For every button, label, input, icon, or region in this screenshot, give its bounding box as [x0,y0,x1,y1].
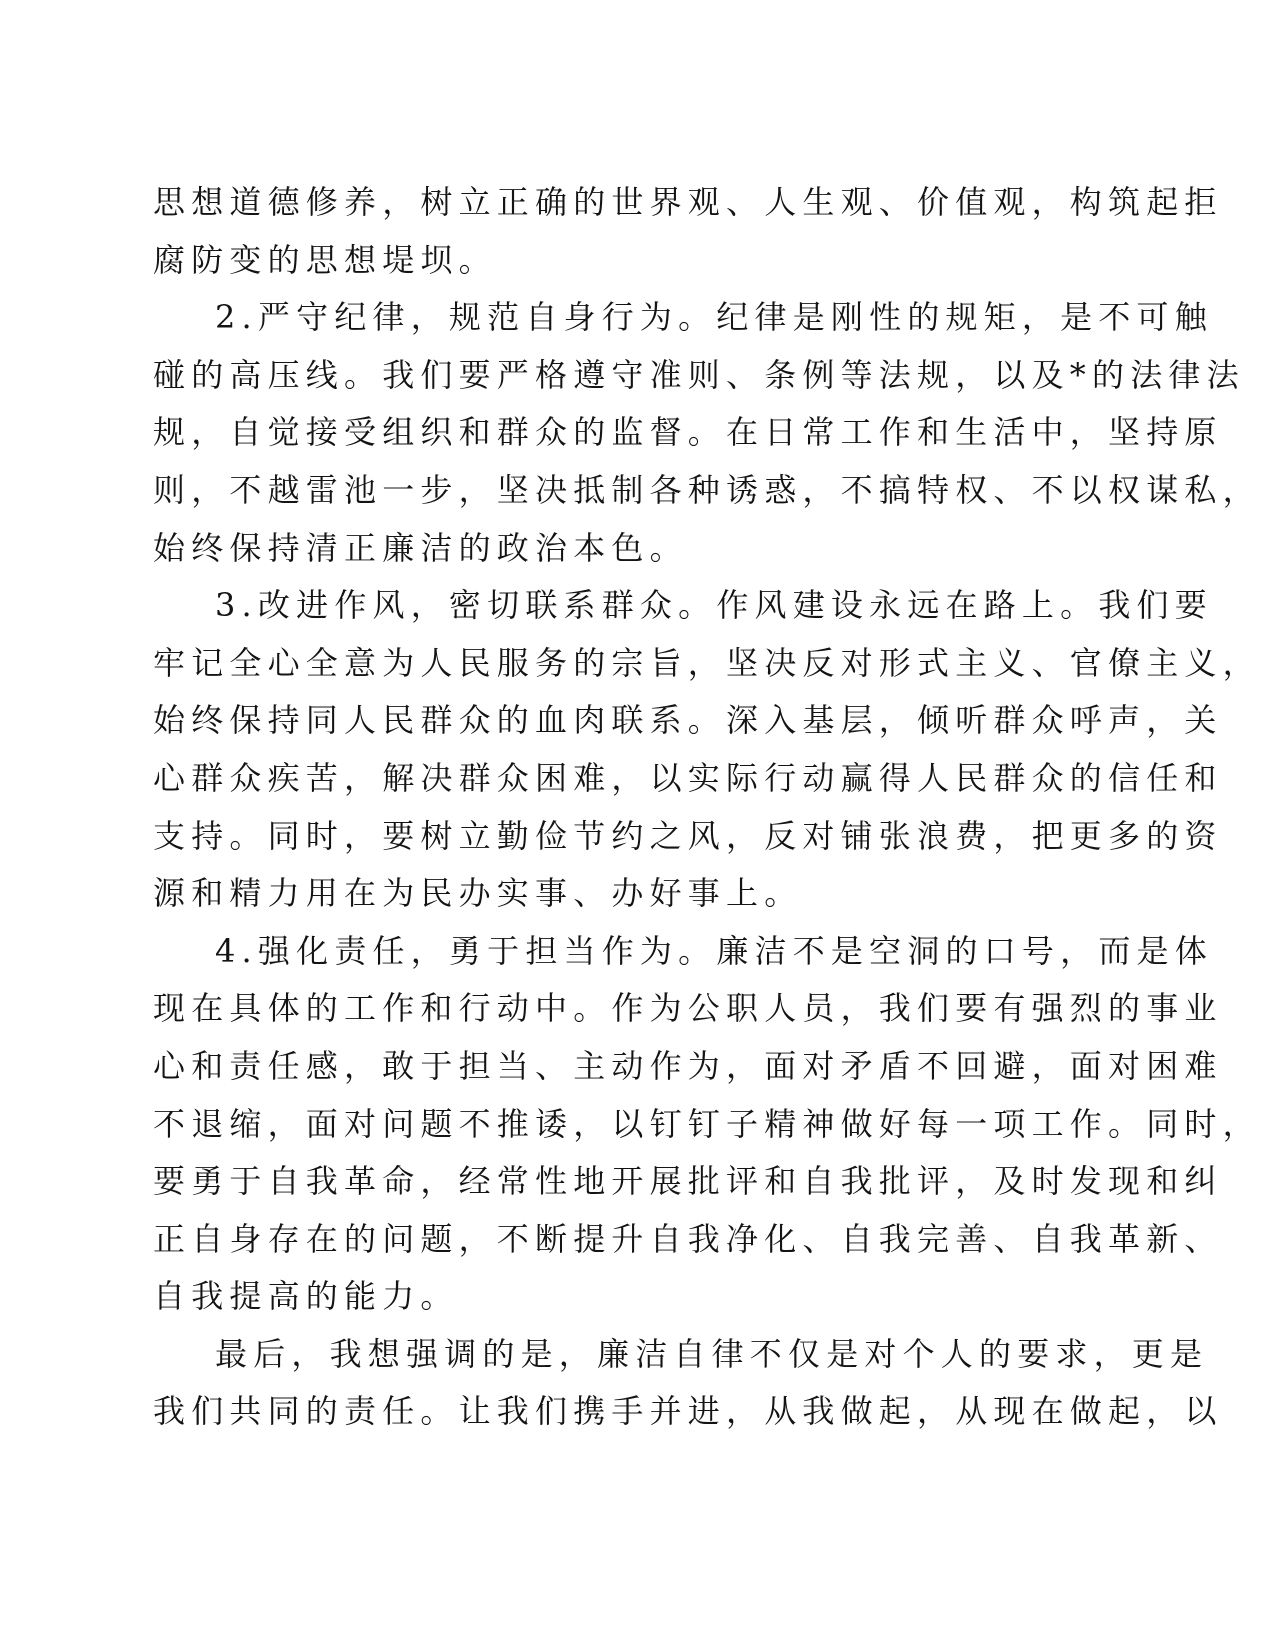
text-line: 碰的高压线。我们要严格遵守准则、条例等法规，以及*的法律法 [153,355,1245,394]
text-line: 规，自觉接受组织和群众的监督。在日常工作和生活中，坚持原 [153,413,1223,452]
paragraph-start-line: 2.严守纪律，规范自身行为。纪律是刚性的规矩，是不可触 [215,298,1213,337]
text-line: 心群众疾苦，解决群众困难，以实际行动赢得人民群众的信任和 [153,758,1223,797]
text-line: 自我提高的能力。 [153,1277,459,1316]
body-text [153,174,1261,1441]
text-line: 腐防变的思想堤坝。 [153,240,497,279]
text-line: 则，不越雷池一步，坚决抵制各种诱惑，不搞特权、不以权谋私， [153,470,1261,509]
text-line: 支持。同时，要树立勤俭节约之风，反对铺张浪费，把更多的资 [153,816,1223,855]
text-line: 始终保持清正廉洁的政治本色。 [153,528,688,567]
text-line: 我们共同的责任。让我们携手并进，从我做起，从现在做起，以 [153,1392,1223,1431]
text-line: 源和精力用在为民办实事、办好事上。 [153,874,803,913]
text-line: 不退缩，面对问题不推诿，以钉钉子精神做好每一项工作。同时， [153,1104,1261,1143]
paragraph-start-line: 4.强化责任，勇于担当作为。廉洁不是空洞的口号，而是体 [215,931,1213,970]
text-line: 现在具体的工作和行动中。作为公职人员，我们要有强烈的事业 [153,989,1223,1028]
text-line: 正自身存在的问题，不断提升自我净化、自我完善、自我革新、 [153,1219,1223,1258]
text-line: 牢记全心全意为人民服务的宗旨，坚决反对形式主义、官僚主义， [153,643,1261,682]
text-line: 思想道德修养，树立正确的世界观、人生观、价值观，构筑起拒 [153,183,1223,221]
paragraph-start-line: 最后，我想强调的是，廉洁自律不仅是对个人的要求，更是 [215,1334,1209,1373]
text-line: 始终保持同人民群众的血肉联系。深入基层，倾听群众呼声，关 [153,701,1223,740]
text-line: 心和责任感，敢于担当、主动作为，面对矛盾不回避，面对困难 [153,1046,1223,1085]
text-line: 要勇于自我革命，经常性地开展批评和自我批评，及时发现和纠 [153,1162,1223,1201]
paragraph-start-line: 3.改进作风，密切联系群众。作风建设永远在路上。我们要 [215,586,1213,625]
